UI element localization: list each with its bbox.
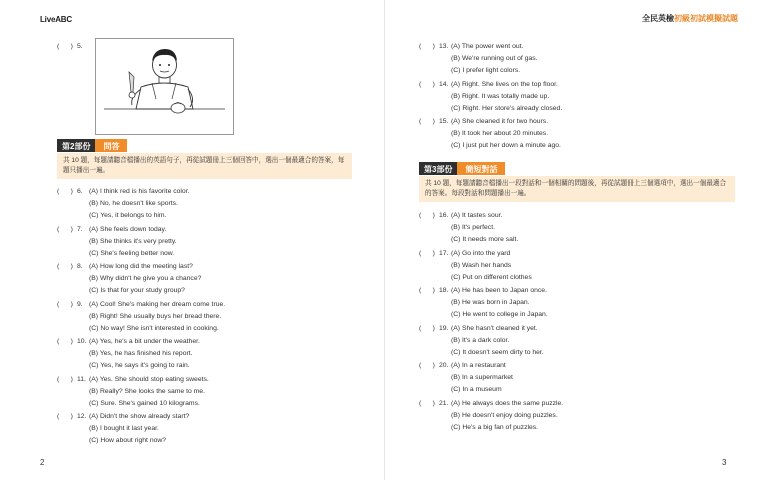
answer-option: (B) He was born in Japan. bbox=[451, 299, 530, 306]
answer-option: (A) The power went out. bbox=[451, 43, 524, 50]
answer-option: (A) She hasn't cleaned it yet. bbox=[451, 324, 538, 332]
part-2-title: 問答 bbox=[95, 139, 127, 152]
part-3-header bbox=[419, 162, 505, 175]
answer-option: (A) I think red is his favorite color. bbox=[89, 188, 190, 195]
question-number: 14. bbox=[439, 80, 449, 88]
answer-option: (A) In a restaurant bbox=[451, 362, 506, 369]
page-number: 3 bbox=[722, 458, 727, 467]
question-number: 13. bbox=[439, 43, 449, 50]
header-test-name: 初級初試模擬試題 bbox=[674, 14, 738, 23]
answer-option: (B) It's perfect. bbox=[451, 224, 495, 231]
answer-option: (A) Cool! She's making her dream come true. bbox=[89, 300, 226, 308]
answer-option: (C) I prefer light colors. bbox=[451, 67, 521, 74]
answer-option: (A) Go into the yard bbox=[451, 249, 511, 257]
answer-blank[interactable]: ( ) bbox=[57, 413, 73, 420]
answer-option: (C) In a museum bbox=[451, 386, 502, 393]
answer-blank[interactable]: ( ) bbox=[419, 212, 435, 219]
answer-option: (B) It's a dark color. bbox=[451, 336, 510, 344]
header-exam-name: 全民英檢 bbox=[642, 14, 674, 23]
answer-option: (B) He doesn't enjoy doing puzzles. bbox=[451, 411, 558, 419]
answer-blank[interactable]: ( ) bbox=[419, 399, 435, 407]
answer-option: (A) Right. She lives on the top floor. bbox=[451, 80, 558, 88]
answer-option: (A) He has been to Japan once. bbox=[451, 287, 547, 294]
answer-option: (B) Right! She usually buys her bread there. bbox=[89, 312, 222, 320]
question-number: 19. bbox=[439, 324, 449, 332]
answer-option: (A) She feels down today. bbox=[89, 225, 167, 233]
answer-option: (C) It doesn't seem dirty to her. bbox=[451, 348, 544, 356]
answer-option: (C) He went to college in Japan. bbox=[451, 311, 548, 318]
answer-option: (A) Yes, he's a bit under the weather. bbox=[89, 338, 200, 345]
question-number: 7. bbox=[77, 225, 83, 233]
answer-option: (B) It took her about 20 minutes. bbox=[451, 130, 549, 137]
part-3-title: 簡短對話 bbox=[457, 162, 505, 175]
question-number: 8. bbox=[77, 263, 83, 270]
part-3-label: 第3部份 bbox=[419, 162, 457, 175]
answer-option: (A) Didn't the show already start? bbox=[89, 413, 190, 420]
question-number: 20. bbox=[439, 362, 449, 369]
answer-option: (C) Right. Her store's already closed. bbox=[451, 104, 563, 112]
answer-blank[interactable]: ( ) bbox=[57, 188, 73, 195]
question-number: 6. bbox=[77, 188, 83, 195]
answer-blank[interactable]: ( ) bbox=[419, 287, 435, 294]
answer-option: (B) No, he doesn't like sports. bbox=[89, 200, 178, 207]
answer-option: (B) Yes, he has finished his report. bbox=[89, 350, 193, 357]
right-page bbox=[385, 0, 770, 480]
answer-blank[interactable]: ( ) bbox=[419, 43, 435, 50]
answer-option: (B) Really? She looks the same to me. bbox=[89, 387, 205, 395]
answer-option: (C) I just put her down a minute ago. bbox=[451, 142, 561, 149]
answer-option: (B) Why didn't he give you a chance? bbox=[89, 275, 202, 282]
answer-option: (B) In a supermarket bbox=[451, 374, 513, 381]
answer-blank[interactable]: ( ) bbox=[419, 249, 435, 257]
answer-option: (B) She thinks it's very pretty. bbox=[89, 237, 177, 245]
answer-option: (C) Yes, he says it's going to rain. bbox=[89, 362, 190, 369]
answer-option: (C) Is that for your study group? bbox=[89, 287, 185, 294]
answer-blank[interactable]: ( ) bbox=[419, 118, 435, 125]
answer-option: (B) I bought it last year. bbox=[89, 425, 159, 432]
publisher-logo: LiveABC bbox=[40, 15, 72, 24]
man-with-knife-illustration bbox=[96, 39, 233, 134]
part-2-instructions: 共 10 題，每題請聽音檔播出的英語句子，再從試題冊上三個回答中，選出一個最適合的答案，每題只播出一遍。 bbox=[57, 153, 352, 179]
answer-blank[interactable]: ( ) bbox=[419, 80, 435, 88]
question-number: 16. bbox=[439, 212, 449, 219]
answer-blank[interactable]: ( ) bbox=[57, 225, 73, 233]
question-number: 10. bbox=[77, 338, 87, 345]
answer-option: (C) She's feeling better now. bbox=[89, 249, 175, 257]
answer-option: (C) He's a big fan of puzzles. bbox=[451, 423, 539, 431]
part-3-instructions: 共 10 題，每題請聽音檔播出一段對話和一個相關的問題後，再從試題冊上三個選項中，選出一個最適合的答案。每段對話和問題播出一遍。 bbox=[419, 176, 735, 202]
question-number: 11. bbox=[77, 375, 86, 383]
answer-blank[interactable]: ( ) bbox=[57, 375, 73, 383]
running-header bbox=[642, 13, 738, 24]
page-number: 2 bbox=[40, 458, 45, 467]
answer-option: (C) No way! She isn't interested in cooking. bbox=[89, 324, 219, 332]
answer-option: (A) He always does the same puzzle. bbox=[451, 399, 564, 407]
answer-blank[interactable]: ( ) bbox=[419, 324, 435, 332]
answer-option: (B) Wash her hands bbox=[451, 261, 512, 269]
answer-option: (C) Put on different clothes bbox=[451, 273, 532, 281]
question-number: 5. bbox=[77, 43, 83, 50]
part-2-header bbox=[57, 139, 127, 152]
question-number: 17. bbox=[439, 249, 449, 257]
answer-option: (A) How long did the meeting last? bbox=[89, 263, 193, 270]
answer-blank[interactable]: ( ) bbox=[57, 300, 73, 308]
question-number: 9. bbox=[77, 300, 83, 308]
answer-option: (A) It tastes sour. bbox=[451, 212, 503, 219]
answer-option: (B) We're running out of gas. bbox=[451, 55, 538, 62]
question-number: 21. bbox=[439, 399, 449, 407]
answer-blank[interactable]: ( ) bbox=[419, 362, 435, 369]
part-2-label: 第2部份 bbox=[57, 139, 95, 152]
answer-blank[interactable]: ( ) bbox=[57, 338, 73, 345]
answer-blank[interactable]: ( ) bbox=[57, 263, 73, 270]
question-number: 18. bbox=[439, 287, 449, 294]
question-number: 15. bbox=[439, 118, 449, 125]
question-number: 12. bbox=[77, 413, 87, 420]
answer-option: (A) Yes. She should stop eating sweets. bbox=[89, 375, 209, 383]
answer-option: (A) She cleaned it for two hours. bbox=[451, 118, 549, 125]
answer-option: (C) Sure. She's gained 10 kilograms. bbox=[89, 399, 200, 407]
answer-option: (B) Right. It was totally made up. bbox=[451, 92, 550, 100]
answer-option: (C) It needs more salt. bbox=[451, 236, 519, 243]
answer-blank[interactable]: ( ) bbox=[57, 43, 73, 50]
answer-option: (C) Yes, it belongs to him. bbox=[89, 212, 167, 219]
question-5-illustration bbox=[95, 38, 234, 135]
answer-option: (C) How about right now? bbox=[89, 437, 167, 444]
